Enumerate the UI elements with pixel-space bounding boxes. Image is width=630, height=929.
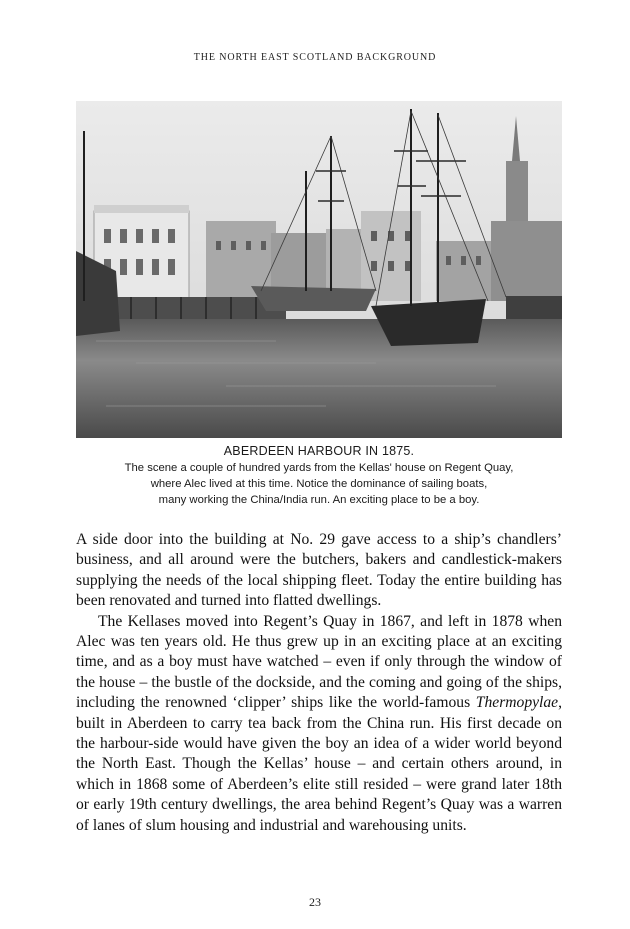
running-head: THE NORTH EAST SCOTLAND BACKGROUND (193, 52, 437, 63)
body-text (76, 530, 562, 836)
page-number: 23 (309, 895, 321, 909)
caption-title: ABERDEEN HARBOUR IN 1875. (223, 444, 415, 458)
paragraph (76, 612, 562, 836)
caption-line: many working the China/India run. An exciting place to be a boy. (158, 494, 480, 506)
paragraph: A side door into the building at No. 29 gave access to a ship’s chandlers’ business, and all around were the butchers, bakers and candlestick-makers supplying the needs of the local shipping fleet. Today the entire building has been renovated and turned into flatted dwellings. (76, 531, 562, 610)
ship-name: Thermopylae (475, 694, 559, 712)
figure-caption (60, 443, 578, 508)
paragraph-text: , built in Aberdeen to carry tea back from the China run. His first decade on the harbour-side would have given the boy an idea of a wider world beyond the North East. Though the Kellas’ house – and certain others around, in which in 1868 some of Aberdeen’s elite still resided – were grand later 18th or early 19th century dwellings, the area behind Regent’s Quay was a warren of lanes of slum housing and industrial and warehousing units. (76, 694, 562, 834)
caption-line: where Alec lived at this time. Notice the dominance of sailing boats, (150, 478, 488, 490)
paragraph-text: The Kellases moved into Regent’s Quay in 1867, and left in 1878 when Alec was ten years old. He thus grew up in an exciting place at an exciting time, and as a boy must have watched – even if only through the window of the house – the bustle of the dockside, and the coming and going of the ships, including the renowned ‘clipper’ ships like the world-famous (76, 612, 562, 712)
caption-line: The scene a couple of hundred yards from the Kellas' house on Regent Quay, (124, 462, 514, 474)
harbour-photograph (76, 101, 562, 438)
